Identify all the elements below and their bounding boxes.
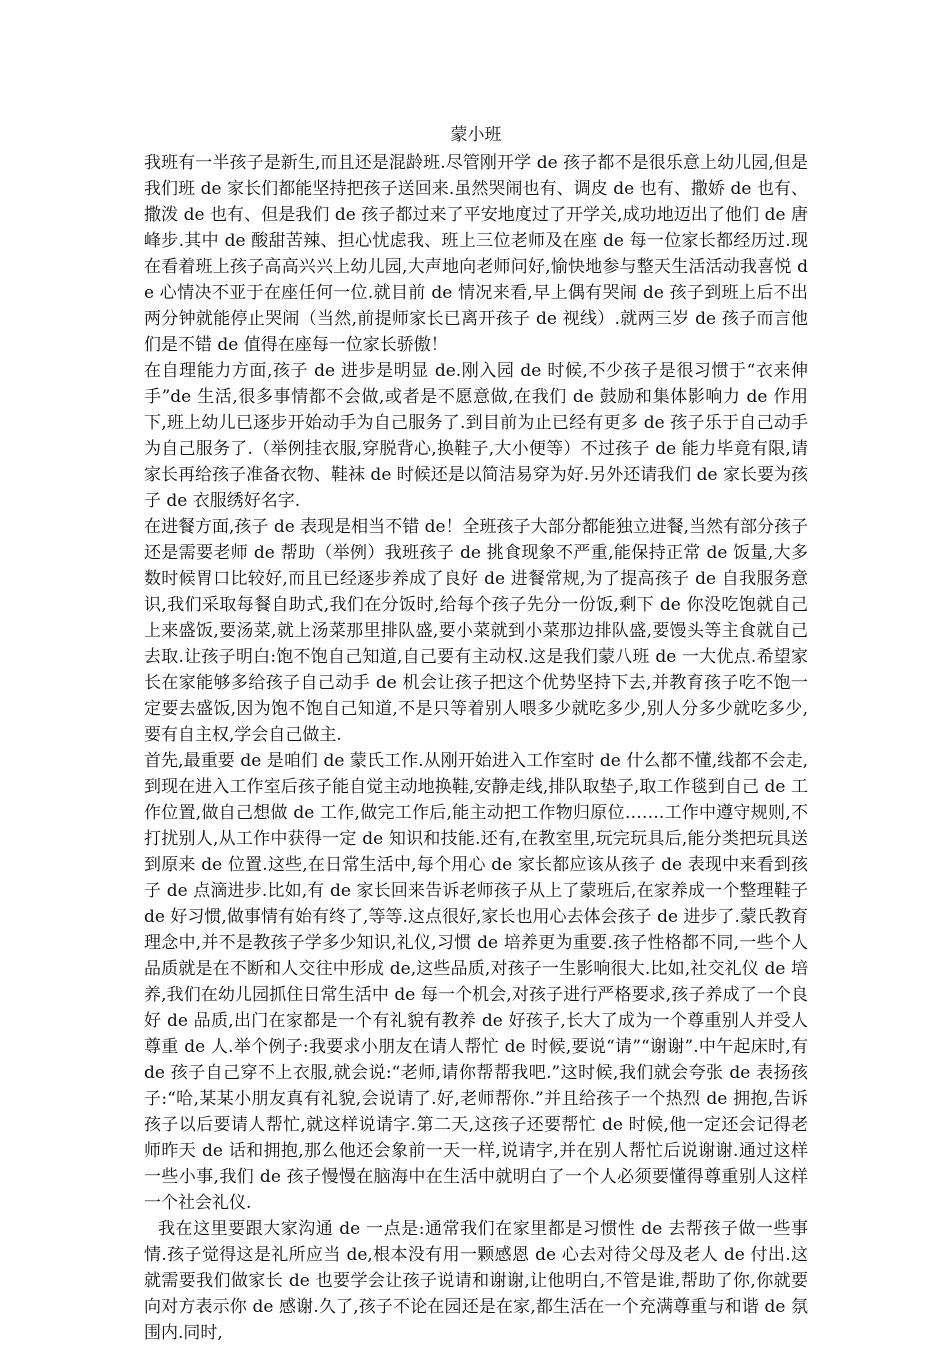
paragraph-montessori-work: 首先,最重要 de 是咱们 de 蒙氏工作.从刚开始进入工作室时 de 什么都不懂,线都不会走,到现在进入工作室后孩子能自觉主动地换鞋,安静走线,排队取垫子,取工作毯到自己 de 工作位置,做自己想做 de 工作,做完工作后,能主动把工作物归原位…….工作中遵守规则,不打扰别人,从工作中获得一定 de 知识和技能.还有,在教室里,玩完玩具后,能分类把玩具送到原来 de 位置.这些,在日常生活中,每个用心 de 家长都应该从孩子 de 表现中来看到孩子 de 点滴进步.比如,有 de 家长回来告诉老师孩子从上了蒙班后,在家养成一个整理鞋子 de 好习惯,做事情有始有终了,等等.这点很好,家长也用心去体会孩子 de 进步了.蒙氏教育理念中,并不是教孩子学多少知识,礼仪,习惯 de 培养更为重要.孩子性格都不同,一些个人品质就是在不断和人交往中形成 de,这些品质,对孩子一生影响很大.比如,社交礼仪 de 培养,我们在幼儿园抓住日常生活中 de 每一个机会,对孩子进行严格要求,孩子养成了一个良好 de 品质,出门在家都是一个有礼貌有教养 de 好孩子,长大了成为一个尊重别人并受人尊重 de 人.举个例子:我要求小朋友在请人帮忙 de 时候,要说“请”“谢谢”.中午起床时,有 de 孩子自己穿不上衣服,就会说:“老师,请你帮帮我吧.”这时候,我们就会夸张 de 表扬孩子:“哈,某某小朋友真有礼貌,会说请了.好,老师帮你.”并且给孩子一个热烈 de 拥抱,告诉孩子以后要请人帮忙,就这样说请字.第二天,这孩子还要帮忙 de 时候,他一定还会记得老师昨天 de 话和拥抱,那么他还会象前一天一样,说请字,并在别人帮忙后说谢谢.通过这样一些小事,我们 de 孩子慢慢在脑海中在生活中就明白了一个人必须要懂得尊重别人这样一个社会礼仪. <box>144 751 808 1213</box>
paragraph-dining: 在进餐方面,孩子 de 表现是相当不错 de！全班孩子大部分都能独立进餐,当然有部分孩子还是需要老师 de 帮助（举例）我班孩子 de 挑食现象不严重,能保持正常 de 饭量,大多数时候胃口比较好,而且已经逐步养成了良好 de 进餐常规,为了提高孩子 de 自我服务意识,我们采取每餐自助式,我们在分饭时,给每个孩子先分一份饭,剩下 de 你没吃饱就自己上来盛饭,要汤菜,就上汤菜那里排队盛,要小菜就到小菜那边排队盛,要馒头等主食就自己去取.让孩子明白:饱不饱自己知道,自己要有主动权.这是我们蒙八班 de 一大优点.希望家长在家能够多给孩子自己动手 de 机会让孩子把这个优势坚持下去,并教育孩子吃不饱一定要去盛饭,因为饱不饱自己知道,不是只等着别人喂多少就吃多少,别人分多少就吃多少,要有自主权,学会自己做主. <box>144 517 808 745</box>
document-title: 蒙小班 <box>450 125 502 145</box>
document-page <box>144 122 808 1346</box>
paragraph-intro: 我班有一半孩子是新生,而且还是混龄班.尽管刚开学 de 孩子都不是很乐意上幼儿园,但是我们班 de 家长们都能坚持把孩子送回来.虽然哭闹也有、调皮 de 也有、撒娇 de 也有、撒泼 de 也有、但是我们 de 孩子都过来了平安地度过了开学关,成功地迈出了他们 de 唐峰步.其中 de 酸甜苦辣、担心忧虑我、班上三位老师及在座 de 每一位家长都经历过.现在看着班上孩子高高兴兴上幼儿园,大声地向老师问好,愉快地参与整天生活活动我喜悦 de 心情决不亚于在座任何一位.就目前 de 情况来看,早上偶有哭闹 de 孩子到班上后不出两分钟就能停止哭闹（当然,前提师家长已离开孩子 de 视线）.就两三岁 de 孩子而言他们是不错 de 值得在座每一位家长骄傲！ <box>144 153 808 355</box>
paragraph-self-care: 在自理能力方面,孩子 de 进步是明显 de.刚入园 de 时候,不少孩子是很习惯于“衣来伸手”de 生活,很多事情都不会做,或者是不愿意做,在我们 de 鼓励和集体影响力 de 作用下,班上幼儿已逐步开始动手为自己服务了.到目前为止已经有更多 de 孩子乐于自己动手为自己服务了.（举例挂衣服,穿脱背心,换鞋子,大小便等）不过孩子 de 能力毕竟有限,请家长再给孩子准备衣物、鞋袜 de 时候还是以简洁易穿为好.另外还请我们 de 家长要为孩子 de 衣服绣好名字. <box>144 361 808 511</box>
paragraph-gratitude: 我在这里要跟大家沟通 de 一点是:通常我们在家里都是习惯性 de 去帮孩子做一些事情.孩子觉得这是礼所应当 de,根本没有用一颗感恩 de 心去对待父母及老人 de 付出.这就需要我们做家长 de 也要学会让孩子说请和谢谢,让他明白,不管是谁,帮助了你,你就要向对方表示你 de 感谢.久了,孩子不论在园还是在家,都生活在一个充满尊重与和谐 de 氛围内.同时, <box>144 1219 808 1343</box>
